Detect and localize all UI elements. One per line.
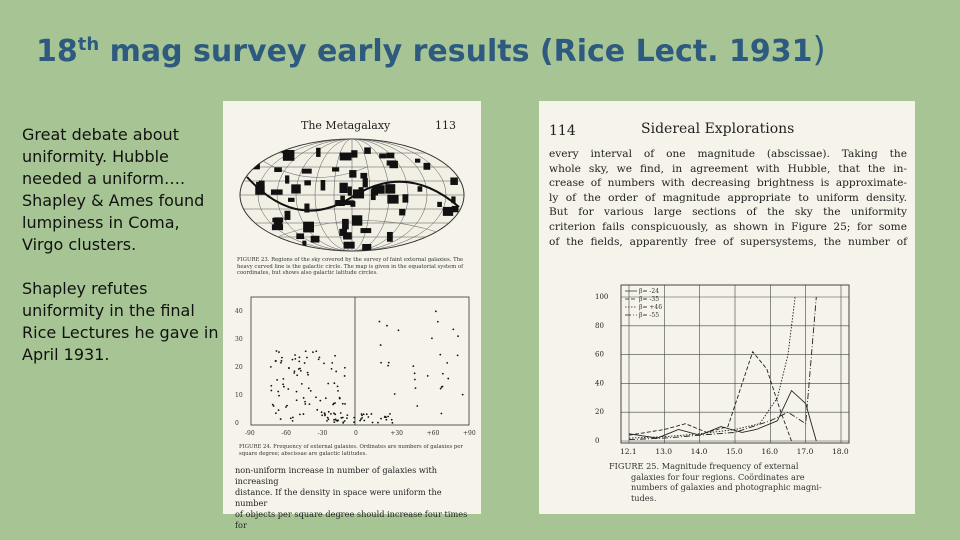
survey-region bbox=[362, 244, 371, 254]
fig24-point bbox=[325, 397, 327, 399]
fig24-y-tick: 40 bbox=[235, 308, 243, 315]
fig25-y-tick: 20 bbox=[595, 408, 604, 417]
survey-region bbox=[291, 184, 300, 193]
survey-region bbox=[452, 206, 459, 212]
fig24-point bbox=[304, 362, 306, 364]
survey-region bbox=[304, 180, 311, 185]
fig24-point bbox=[333, 421, 335, 423]
survey-region bbox=[285, 211, 291, 220]
fig24-point bbox=[337, 390, 339, 392]
fig24-x-tick: -90 bbox=[245, 430, 255, 437]
left-page-number: 113 bbox=[435, 119, 456, 132]
fig24-point bbox=[296, 391, 298, 393]
fig25-series-2 bbox=[629, 352, 792, 441]
fig24-point bbox=[346, 417, 348, 419]
fig24-point bbox=[353, 417, 355, 419]
fig24-point bbox=[462, 394, 464, 396]
fig24-point bbox=[398, 329, 400, 331]
fig24-x-tick: +60 bbox=[426, 430, 440, 437]
survey-region bbox=[271, 189, 283, 194]
fig24-point bbox=[300, 370, 302, 372]
fig24-point bbox=[294, 370, 296, 372]
fig25-x-tick: 14.0 bbox=[690, 447, 708, 456]
fig25-caption-line-4: tudes. bbox=[631, 492, 657, 503]
survey-region bbox=[340, 183, 348, 193]
survey-region bbox=[250, 160, 260, 169]
fig23-caption: FIGURE 23. Regions of the sky covered by the survey of faint external galaxies. The heavy curved line is the galactic circle. The map is given in the equatorial system of coordinates, but shows also galactic latitude circles. bbox=[237, 257, 464, 276]
fig24-point bbox=[282, 383, 284, 385]
fig24-point bbox=[315, 396, 317, 398]
fig24-point bbox=[270, 390, 272, 392]
fig24-point bbox=[370, 413, 372, 415]
fig24-point bbox=[305, 350, 307, 352]
fig24-point bbox=[384, 416, 386, 418]
fig24-point bbox=[416, 405, 418, 407]
fig24-point bbox=[440, 388, 442, 390]
fig25-legend-label: β= -24 bbox=[639, 288, 660, 295]
right-body-line-2: whole sky, we find, in agreement with Hubble, that the in- bbox=[549, 162, 907, 175]
fig25-y-tick: 80 bbox=[595, 321, 604, 330]
fig24-point bbox=[361, 414, 363, 416]
survey-region bbox=[288, 198, 295, 202]
fig24-point bbox=[452, 328, 454, 330]
fig25-caption bbox=[609, 461, 905, 503]
fig24-point bbox=[324, 413, 326, 415]
left-page-header: The Metagalaxy bbox=[301, 119, 391, 132]
side-paragraph-1: Great debate about uniformity. Hubble needed a uniform…. Shapley & Ames found lumpiness in Coma, Virgo clusters. bbox=[22, 125, 205, 254]
fig24-point bbox=[304, 403, 306, 405]
fig25-legend-label: β= +46 bbox=[639, 304, 663, 311]
survey-region bbox=[296, 233, 304, 239]
survey-region bbox=[342, 219, 349, 230]
survey-region bbox=[415, 159, 420, 163]
fig24-point bbox=[414, 372, 416, 374]
survey-region bbox=[274, 217, 283, 228]
fig25-x-tick: 17.0 bbox=[796, 447, 814, 456]
fig24-point bbox=[276, 350, 278, 352]
left-page-body bbox=[235, 465, 473, 531]
fig24-point bbox=[298, 361, 300, 363]
survey-region bbox=[321, 180, 326, 190]
fig24-point bbox=[337, 385, 339, 387]
fig24-point bbox=[379, 321, 381, 323]
survey-region bbox=[363, 178, 368, 187]
fig24-point bbox=[283, 386, 285, 388]
survey-region bbox=[375, 185, 385, 194]
fig24-point bbox=[280, 418, 282, 420]
fig24-point bbox=[366, 413, 368, 415]
fig24-point bbox=[387, 365, 389, 367]
survey-region bbox=[399, 209, 405, 216]
fig24-point bbox=[270, 385, 272, 387]
survey-region bbox=[262, 233, 267, 237]
fig24-point bbox=[415, 387, 417, 389]
fig24-point bbox=[372, 422, 374, 424]
fig24-point bbox=[292, 417, 294, 419]
survey-region bbox=[386, 153, 394, 159]
fig24-point bbox=[277, 391, 279, 393]
fig24-point bbox=[288, 367, 290, 369]
fig25-x-tick: 12.1 bbox=[620, 447, 637, 456]
fig24-point bbox=[285, 406, 287, 408]
fig24-point bbox=[280, 362, 282, 364]
survey-region bbox=[352, 215, 362, 225]
fig24-point bbox=[388, 362, 390, 364]
fig24-point bbox=[385, 419, 387, 421]
right-body-line-3: crease of numbers with decreasing brightness is approximate- bbox=[549, 177, 907, 190]
left-book-page bbox=[223, 101, 481, 530]
fig24-point bbox=[278, 409, 280, 411]
fig24-point bbox=[327, 417, 329, 419]
fig25-x-tick: 16.0 bbox=[761, 447, 779, 456]
fig24-point bbox=[457, 354, 459, 356]
fig24-point bbox=[389, 413, 391, 415]
survey-region bbox=[344, 242, 355, 249]
fig24-point bbox=[363, 413, 365, 415]
fig24-point bbox=[318, 358, 320, 360]
fig24-point bbox=[293, 372, 295, 374]
fig24-point bbox=[308, 387, 310, 389]
fig24-point bbox=[333, 412, 335, 414]
fig24-point bbox=[344, 367, 346, 369]
fig24-x-tick: +90 bbox=[463, 430, 476, 437]
survey-region bbox=[274, 167, 282, 172]
survey-region bbox=[351, 150, 357, 157]
survey-region bbox=[450, 177, 458, 184]
fig24-x-tick: +30 bbox=[390, 430, 404, 437]
fig24-point bbox=[394, 393, 396, 395]
fig24-point bbox=[307, 374, 309, 376]
survey-region bbox=[343, 232, 352, 239]
fig25-x-tick: 18.0 bbox=[832, 447, 849, 456]
fig24-point bbox=[339, 398, 341, 400]
survey-region bbox=[423, 163, 430, 170]
fig24-point bbox=[290, 417, 292, 419]
survey-region bbox=[353, 189, 364, 198]
fig25-x-tick: 13.0 bbox=[655, 447, 673, 456]
fig24-point bbox=[387, 416, 389, 418]
fig24-point bbox=[380, 344, 382, 346]
fig24-point bbox=[296, 374, 298, 376]
fig24-point bbox=[435, 310, 437, 312]
survey-region bbox=[385, 184, 395, 193]
sky-map-figure bbox=[237, 137, 469, 253]
fig24-point bbox=[340, 412, 342, 414]
fig24-point bbox=[292, 359, 294, 361]
fig24-point bbox=[412, 365, 414, 367]
survey-region bbox=[437, 202, 442, 207]
right-body-line-4: ly of the order of magnitude appropriate to uniform density. bbox=[549, 191, 907, 204]
survey-region bbox=[444, 231, 454, 239]
fig24-point bbox=[367, 416, 369, 418]
survey-region bbox=[436, 240, 443, 251]
fig24-point bbox=[344, 403, 346, 405]
fig24-x-tick: -60 bbox=[281, 430, 292, 437]
fig25-y-tick: 40 bbox=[595, 379, 604, 388]
fig24-point bbox=[304, 401, 306, 403]
fig24-point bbox=[321, 414, 323, 416]
fig24-point bbox=[276, 379, 278, 381]
fig24-point bbox=[440, 413, 442, 415]
fig24-point bbox=[414, 379, 416, 381]
fig24-point bbox=[337, 420, 339, 422]
fig24-point bbox=[310, 390, 312, 392]
survey-region bbox=[303, 222, 314, 233]
fig24-point bbox=[272, 404, 274, 406]
right-page-header: Sidereal Explorations bbox=[641, 121, 795, 137]
left-body-line-3: of objects per square degree should increase four times for bbox=[235, 509, 468, 530]
fig24-point bbox=[333, 382, 335, 384]
fig24-point bbox=[323, 362, 325, 364]
fig24-point bbox=[303, 397, 305, 399]
fig24-point bbox=[353, 421, 355, 423]
fig24-point bbox=[344, 375, 346, 377]
survey-region bbox=[360, 173, 367, 179]
survey-region bbox=[360, 228, 371, 233]
fig25-caption-line-1: FIGURE 25. Magnitude frequency of external bbox=[609, 461, 799, 471]
fig24-point bbox=[342, 422, 344, 424]
fig24-point bbox=[332, 404, 334, 406]
right-book-page bbox=[539, 101, 915, 514]
fig25-x-tick: 15.0 bbox=[726, 447, 743, 456]
fig25-caption-line-3: numbers of galaxies and photographic magni- bbox=[631, 482, 822, 493]
side-paragraph-2: Shapley refutes uniformity in the final Rice Lectures he gave in April 1931. bbox=[22, 279, 219, 364]
fig24-y-tick: 30 bbox=[235, 336, 243, 343]
fig24-point bbox=[363, 420, 365, 422]
fig24-point bbox=[282, 378, 284, 380]
survey-region bbox=[302, 169, 312, 174]
survey-region bbox=[343, 200, 354, 205]
fig24-x-tick: -30 bbox=[317, 430, 328, 437]
fig24-point bbox=[447, 378, 449, 380]
fig24-point bbox=[439, 354, 441, 356]
fig24-point bbox=[298, 368, 300, 370]
fig24-point bbox=[301, 383, 303, 385]
survey-region bbox=[371, 189, 376, 200]
fig24-point bbox=[294, 354, 296, 356]
fig24-y-tick: 20 bbox=[235, 364, 243, 371]
fig24-point bbox=[294, 358, 296, 360]
fig24-caption: FIGURE 24. Frequency of external galaxies. Ordinates are numbers of galaxies per square degree; abscissae are galactic latitudes. bbox=[239, 444, 463, 457]
magnitude-frequency-chart bbox=[591, 277, 857, 455]
fig25-legend-label: β= -55 bbox=[639, 312, 660, 319]
survey-region bbox=[443, 207, 453, 216]
right-body-line-1: every interval of one magnitude (abscissae). Taking the bbox=[549, 148, 907, 160]
fig24-point bbox=[335, 418, 337, 420]
fig24-point bbox=[457, 335, 459, 337]
fig24-point bbox=[321, 411, 323, 413]
fig25-y-tick: 100 bbox=[595, 293, 609, 301]
fig24-point bbox=[306, 357, 308, 359]
fig24-point bbox=[281, 360, 283, 362]
fig24-point bbox=[391, 422, 393, 424]
fig24-point bbox=[299, 356, 301, 358]
survey-region bbox=[387, 195, 398, 204]
fig24-point bbox=[296, 399, 298, 401]
right-page-number: 114 bbox=[549, 123, 576, 139]
fig24-point bbox=[441, 386, 443, 388]
fig24-point bbox=[437, 321, 439, 323]
fig24-point bbox=[292, 420, 294, 422]
fig24-point bbox=[340, 417, 342, 419]
fig25-legend-label: β= -35 bbox=[639, 296, 660, 303]
fig24-point bbox=[309, 403, 311, 405]
fig24-point bbox=[316, 409, 318, 411]
fig24-point bbox=[312, 351, 314, 353]
survey-region bbox=[316, 148, 320, 157]
fig24-point bbox=[326, 420, 328, 422]
right-body-line-5: But for various large sections of the sky the uniformity bbox=[549, 206, 907, 219]
fig24-point bbox=[327, 383, 329, 385]
fig24-point bbox=[307, 372, 309, 374]
fig24-point bbox=[386, 325, 388, 327]
fig24-point bbox=[442, 373, 444, 375]
fig24-point bbox=[328, 411, 330, 413]
fig24-point bbox=[342, 403, 344, 405]
side-notes bbox=[22, 124, 222, 388]
survey-region bbox=[451, 196, 455, 203]
fig24-point bbox=[319, 357, 321, 359]
survey-region bbox=[340, 153, 352, 161]
fig24-point bbox=[359, 420, 361, 422]
fig24-point bbox=[391, 419, 393, 421]
fig24-point bbox=[344, 420, 346, 422]
fig24-point bbox=[331, 368, 333, 370]
survey-region bbox=[387, 232, 393, 242]
survey-region bbox=[256, 182, 264, 193]
galaxy-frequency-figure bbox=[229, 291, 475, 441]
fig24-point bbox=[380, 418, 382, 420]
fig24-point bbox=[319, 400, 321, 402]
survey-region bbox=[282, 244, 290, 250]
fig24-point bbox=[328, 418, 330, 420]
survey-region bbox=[387, 160, 396, 165]
survey-region bbox=[348, 186, 352, 195]
fig24-point bbox=[315, 350, 317, 352]
survey-region bbox=[304, 204, 309, 213]
fig24-point bbox=[287, 388, 289, 390]
fig24-point bbox=[333, 419, 335, 421]
fig24-point bbox=[270, 366, 272, 368]
survey-region bbox=[349, 170, 356, 178]
right-body-line-7: of the fields, apparently free of supersystems, the number of bbox=[549, 235, 907, 248]
fig24-point bbox=[330, 413, 332, 415]
fig24-point bbox=[427, 375, 429, 377]
fig24-point bbox=[377, 422, 379, 424]
fig25-caption-line-2: galaxies for four regions. Coördinates are bbox=[631, 471, 805, 482]
fig24-y-tick: 0 bbox=[235, 420, 239, 427]
left-body-line-1: non-uniform increase in number of galaxies with increasing bbox=[235, 465, 438, 486]
right-body-line-6: criterion fails conspicuously, as shown in Figure 25; for some bbox=[549, 220, 907, 233]
fig24-point bbox=[331, 362, 333, 364]
fig24-x-tick: 0 bbox=[354, 430, 358, 437]
fig24-point bbox=[299, 414, 301, 416]
fig24-point bbox=[303, 413, 305, 415]
fig24-point bbox=[275, 412, 277, 414]
survey-region bbox=[364, 147, 371, 154]
fig24-point bbox=[380, 362, 382, 364]
fig25-y-tick: 0 bbox=[595, 437, 600, 445]
fig24-point bbox=[431, 337, 433, 339]
fig24-point bbox=[346, 414, 348, 416]
slide-title: 18th mag survey early results (Rice Lect. 1931) bbox=[36, 30, 826, 70]
fig24-point bbox=[446, 362, 448, 364]
survey-region bbox=[311, 236, 320, 243]
fig24-y-tick: 10 bbox=[235, 392, 243, 399]
fig24-point bbox=[334, 355, 336, 357]
fig24-point bbox=[281, 357, 283, 359]
fig24-point bbox=[335, 371, 337, 373]
fig25-y-tick: 60 bbox=[595, 350, 604, 359]
fig24-point bbox=[278, 395, 280, 397]
survey-region bbox=[418, 186, 423, 191]
left-body-line-2: distance. If the density in space were uniform the number bbox=[235, 487, 442, 508]
survey-region bbox=[332, 167, 339, 171]
survey-region bbox=[285, 175, 289, 183]
survey-region bbox=[402, 194, 408, 202]
fig24-point bbox=[278, 351, 280, 353]
right-page-body bbox=[549, 147, 907, 249]
fig24-point bbox=[275, 360, 277, 362]
fig24-point bbox=[361, 417, 363, 419]
survey-region bbox=[379, 154, 386, 159]
